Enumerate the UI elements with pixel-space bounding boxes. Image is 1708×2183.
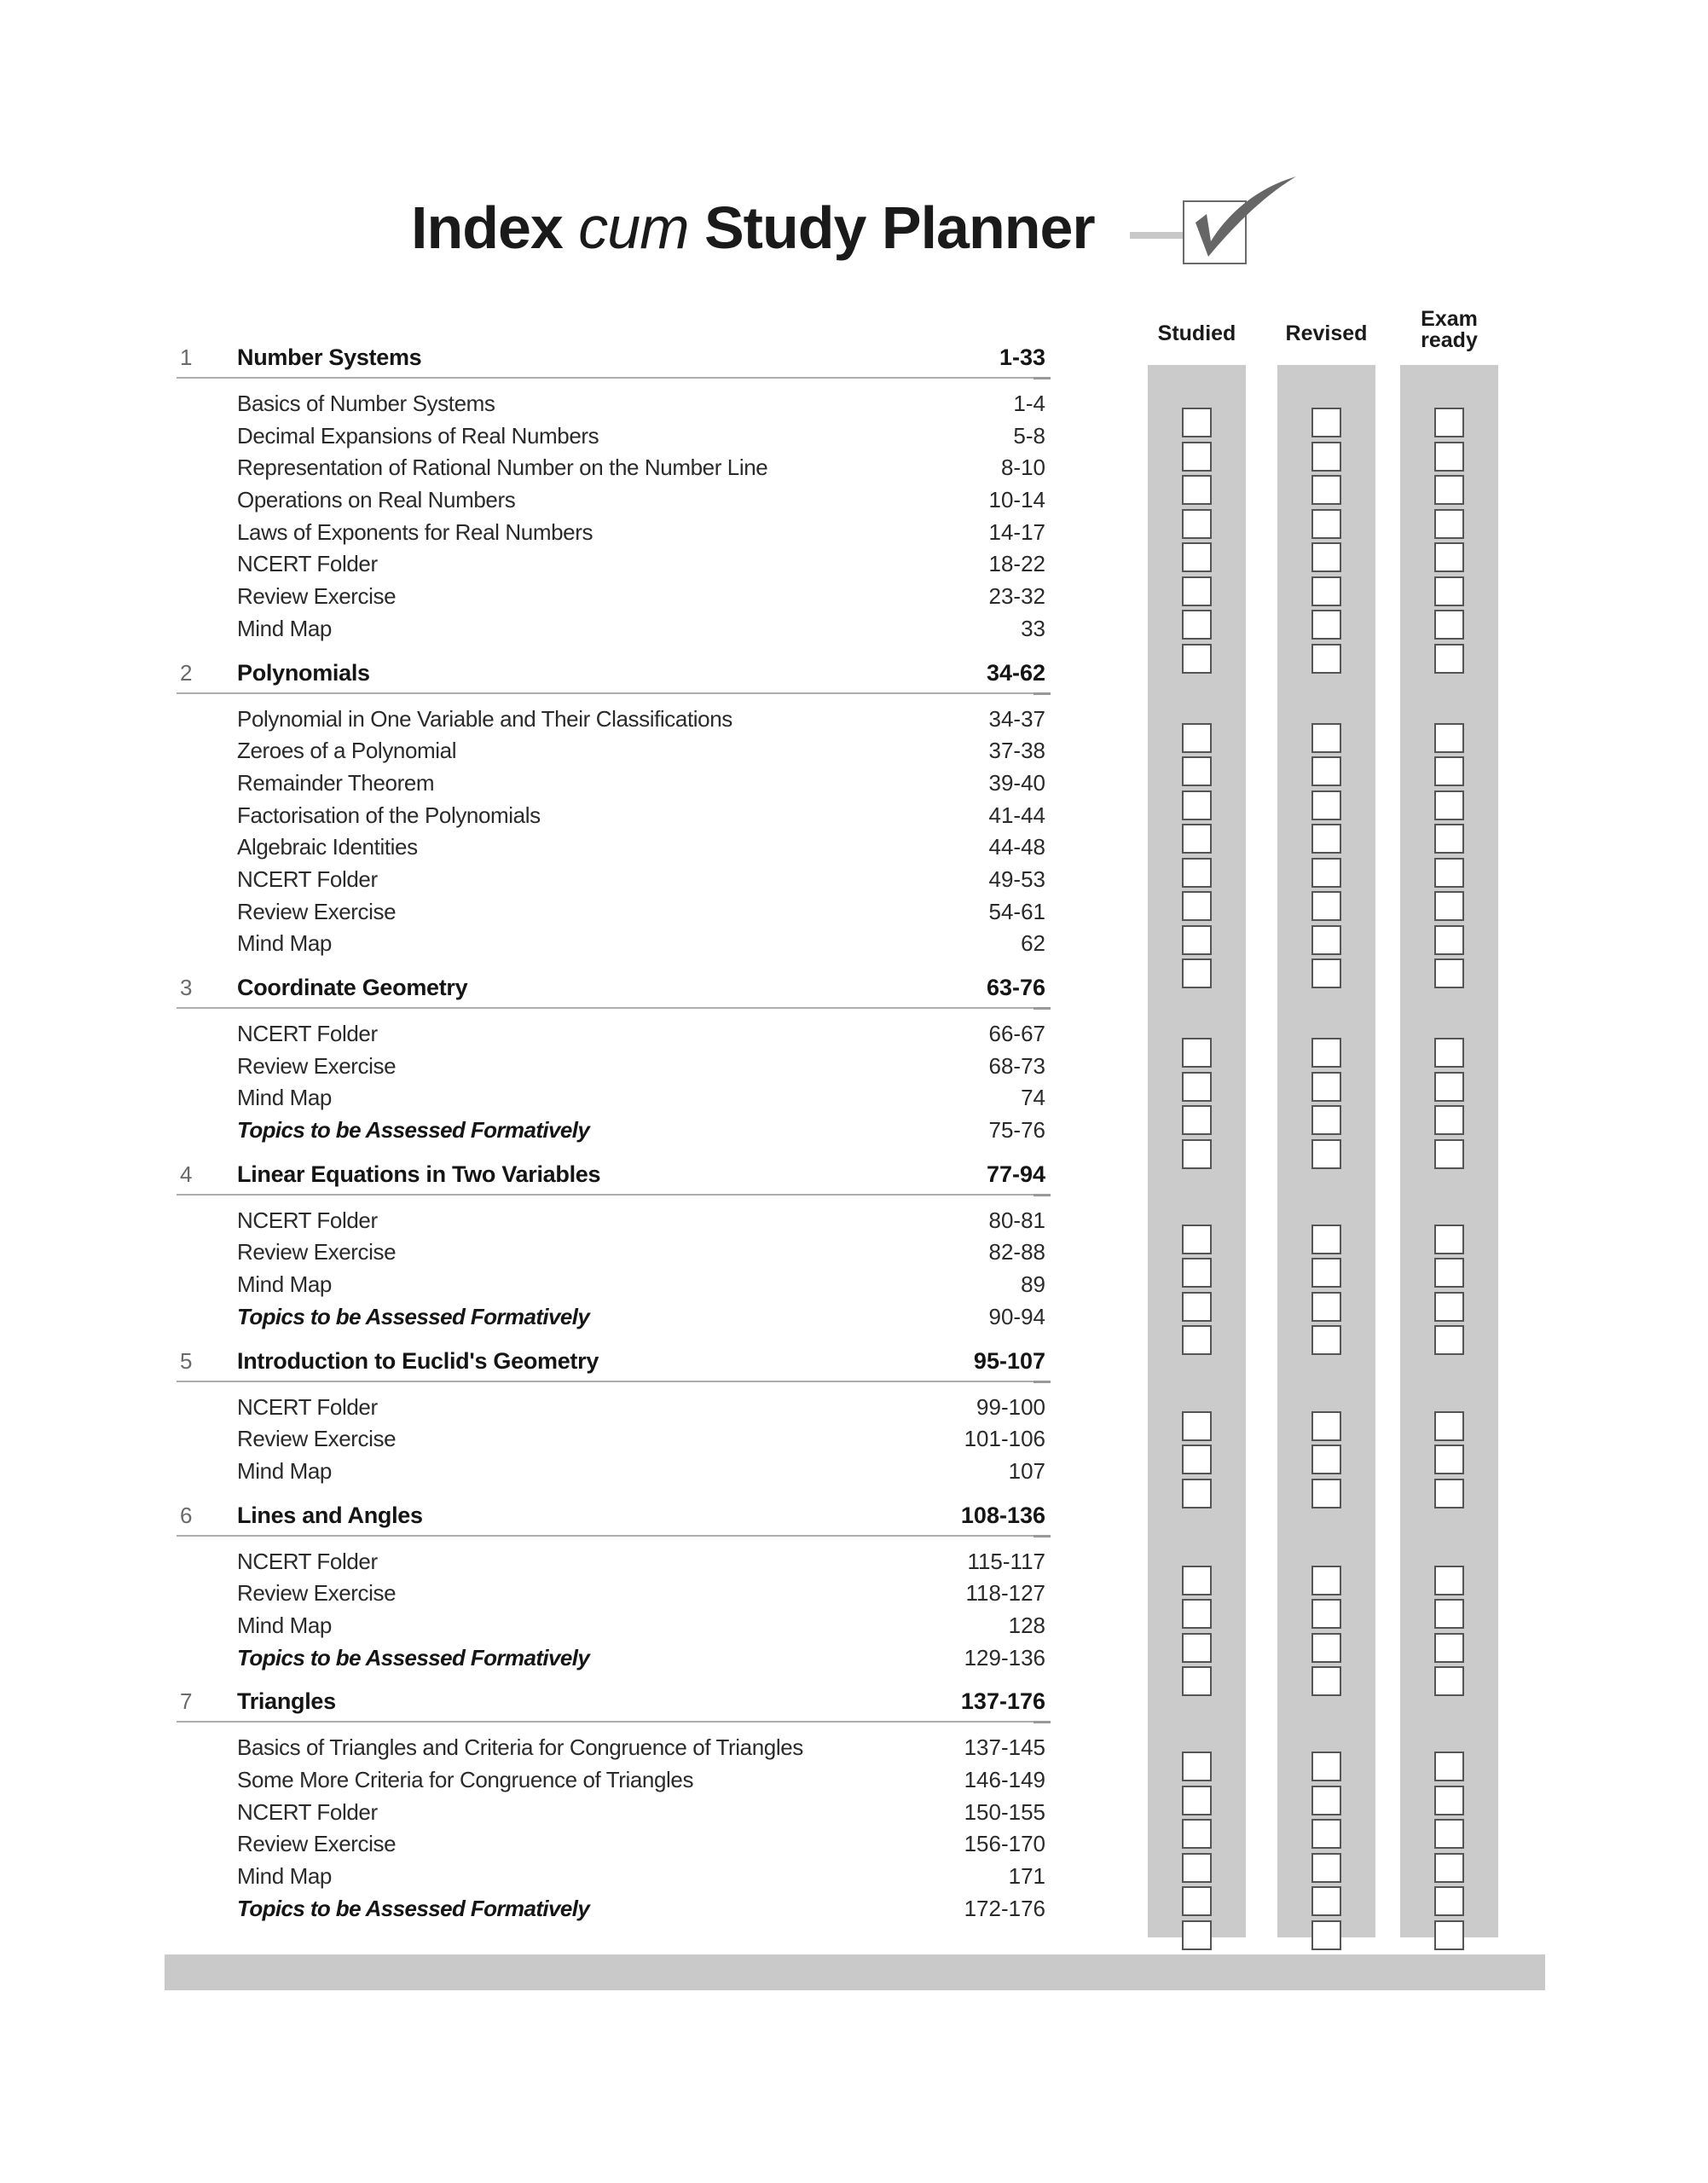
topic-title: Topics to be Assessed Formatively	[237, 1117, 590, 1144]
topic-row	[177, 1456, 1051, 1488]
chapter-page-range: 63-76	[986, 975, 1045, 1000]
chapter-divider	[177, 1721, 1051, 1723]
revised-checkbox[interactable]	[1311, 610, 1341, 640]
chapter-divider	[177, 1381, 1051, 1382]
topic-row	[177, 1205, 1051, 1237]
topic-title: Basics of Number Systems	[237, 391, 495, 416]
topic-page-range: 54-61	[988, 898, 1045, 924]
topic-title: Polynomial in One Variable and Their Classifications	[237, 705, 732, 732]
revised-checkbox[interactable]	[1311, 1752, 1341, 1781]
topic-page-range: 62	[1021, 930, 1045, 957]
exam-checkbox[interactable]	[1434, 408, 1464, 437]
topic-title: Laws of Exponents for Real Numbers	[237, 518, 593, 545]
exam-checkbox[interactable]	[1434, 824, 1464, 854]
topic-page-range: 101-106	[964, 1426, 1045, 1452]
revised-checkbox[interactable]	[1311, 1633, 1341, 1663]
studied-checkbox[interactable]	[1182, 610, 1212, 640]
exam-checkbox[interactable]	[1434, 1566, 1464, 1595]
chapter-number: 1	[180, 345, 193, 370]
chapter-number: 5	[180, 1347, 193, 1374]
topic-page-range: 150-155	[964, 1798, 1045, 1825]
studied-checkbox[interactable]	[1182, 1819, 1212, 1849]
topic-list	[177, 704, 1051, 961]
topic-page-range: 1-4	[1013, 391, 1045, 416]
topic-row	[177, 613, 1051, 646]
revised-checkbox[interactable]	[1311, 1072, 1341, 1102]
topic-page-range: 33	[1021, 615, 1045, 641]
exam-checkbox[interactable]	[1434, 542, 1464, 572]
topic-page-range: 115-117	[967, 1548, 1045, 1574]
studied-checkbox-group	[1182, 1752, 1212, 1954]
revised-checkbox-group	[1311, 1225, 1341, 1359]
topic-row	[177, 1051, 1051, 1083]
exam-checkbox-group	[1434, 723, 1464, 993]
chapter-section	[177, 975, 1708, 1147]
topic-title: Review Exercise	[237, 898, 397, 924]
chapter-divider	[177, 1194, 1051, 1196]
revised-checkbox[interactable]	[1311, 790, 1341, 820]
chapter-title: Polynomials	[237, 659, 370, 686]
checkmark-icon	[1190, 175, 1300, 260]
revised-checkbox[interactable]	[1311, 1292, 1341, 1322]
exam-checkbox[interactable]	[1434, 509, 1464, 539]
studied-checkbox[interactable]	[1182, 925, 1212, 955]
studied-checkbox[interactable]	[1182, 891, 1212, 921]
topic-row	[177, 484, 1051, 517]
studied-checkbox[interactable]	[1182, 1599, 1212, 1629]
topic-row	[177, 1018, 1051, 1051]
topic-row	[177, 800, 1051, 832]
chapter-page-range: 137-176	[960, 1688, 1045, 1715]
chapter-section	[177, 660, 1708, 961]
topic-title: Topics to be Assessed Formatively	[237, 1644, 590, 1671]
topic-page-range: 8-10	[1000, 455, 1045, 481]
topic-page-range: 44-48	[988, 834, 1045, 860]
topic-row	[177, 1861, 1051, 1893]
topic-title: Review Exercise	[237, 1831, 397, 1857]
exam-checkbox[interactable]	[1434, 1886, 1464, 1916]
topic-title: Remainder Theorem	[237, 769, 435, 796]
chapter-heading	[177, 1688, 1051, 1714]
studied-checkbox[interactable]	[1182, 723, 1212, 753]
exam-checkbox-group	[1434, 1752, 1464, 1954]
column-header-revised: Revised	[1285, 321, 1368, 345]
topic-row	[177, 1423, 1051, 1456]
chapter-title: Lines and Angles	[237, 1502, 423, 1528]
topic-title: NCERT Folder	[237, 1798, 378, 1825]
revised-checkbox[interactable]	[1311, 1225, 1341, 1254]
topic-list	[177, 1018, 1051, 1147]
topic-page-range: 90-94	[988, 1303, 1045, 1329]
topic-title: Mind Map	[237, 1612, 332, 1638]
topic-page-range: 66-67	[988, 1021, 1045, 1046]
topic-page-range: 49-53	[988, 866, 1045, 892]
topic-list	[177, 1205, 1051, 1334]
topic-row	[177, 548, 1051, 581]
topic-title: Mind Map	[237, 1271, 332, 1298]
chapter-divider	[177, 377, 1051, 379]
exam-checkbox[interactable]	[1434, 610, 1464, 640]
topic-row	[177, 1236, 1051, 1269]
chapter-number: 3	[180, 975, 193, 1000]
topic-title: NCERT Folder	[237, 1021, 378, 1046]
exam-checkbox[interactable]	[1434, 858, 1464, 888]
exam-checkbox[interactable]	[1434, 1633, 1464, 1663]
revised-checkbox[interactable]	[1311, 542, 1341, 572]
topic-row	[177, 1082, 1051, 1115]
exam-checkbox[interactable]	[1434, 576, 1464, 606]
topic-page-range: 80-81	[988, 1207, 1045, 1233]
topic-page-range: 37-38	[988, 738, 1045, 764]
topic-row	[177, 1764, 1051, 1797]
chapter-page-range: 108-136	[960, 1502, 1045, 1528]
exam-checkbox[interactable]	[1434, 1072, 1464, 1102]
revised-checkbox[interactable]	[1311, 756, 1341, 786]
topic-title: Topics to be Assessed Formatively	[237, 1303, 590, 1329]
exam-checkbox-group	[1434, 1566, 1464, 1700]
topic-title: NCERT Folder	[237, 551, 378, 577]
exam-checkbox[interactable]	[1434, 756, 1464, 786]
revised-checkbox[interactable]	[1311, 576, 1341, 606]
revised-checkbox[interactable]	[1311, 509, 1341, 539]
topic-row	[177, 452, 1051, 484]
topic-title: Zeroes of a Polynomial	[237, 738, 457, 764]
topic-title: Mind Map	[237, 1863, 332, 1890]
topic-row	[177, 864, 1051, 896]
exam-checkbox[interactable]	[1434, 1819, 1464, 1849]
studied-checkbox-group	[1182, 1566, 1212, 1700]
bottom-footer-bar	[165, 1954, 1545, 1990]
chapter-section	[177, 345, 1708, 646]
revised-checkbox[interactable]	[1311, 1411, 1341, 1441]
revised-checkbox-group	[1311, 1038, 1341, 1173]
topic-page-range: 156-170	[964, 1831, 1045, 1857]
revised-checkbox[interactable]	[1311, 1819, 1341, 1849]
revised-checkbox-group	[1311, 408, 1341, 677]
exam-checkbox[interactable]	[1434, 1411, 1464, 1441]
topic-title: Operations on Real Numbers	[237, 487, 516, 513]
revised-checkbox[interactable]	[1311, 1599, 1341, 1629]
chapter-heading	[177, 975, 1051, 1000]
topic-page-range: 82-88	[988, 1239, 1045, 1265]
chapter-page-range: 1-33	[999, 345, 1045, 370]
topic-row	[177, 1732, 1051, 1764]
revised-checkbox[interactable]	[1311, 475, 1341, 505]
topic-page-range: 5-8	[1013, 422, 1045, 449]
topic-row	[177, 1828, 1051, 1861]
topic-row	[177, 1546, 1051, 1578]
revised-checkbox-group	[1311, 723, 1341, 993]
exam-checkbox[interactable]	[1434, 475, 1464, 505]
topic-page-range: 118-127	[965, 1580, 1045, 1607]
revised-checkbox[interactable]	[1311, 1786, 1341, 1815]
title-study-planner: Study Planner	[688, 194, 1095, 261]
studied-checkbox[interactable]	[1182, 1566, 1212, 1595]
topic-title: NCERT Folder	[237, 1207, 378, 1233]
studied-checkbox[interactable]	[1182, 1633, 1212, 1663]
studied-checkbox[interactable]	[1182, 1072, 1212, 1102]
chapter-divider	[177, 1535, 1051, 1537]
revised-checkbox[interactable]	[1311, 1445, 1341, 1474]
chapter-title: Coordinate Geometry	[237, 975, 468, 1000]
topic-page-range: 34-37	[988, 705, 1045, 732]
title-index: Index	[411, 194, 579, 261]
topic-title: Review Exercise	[237, 583, 397, 610]
studied-checkbox[interactable]	[1182, 1038, 1212, 1068]
topic-row	[177, 896, 1051, 929]
studied-checkbox[interactable]	[1182, 475, 1212, 505]
studied-checkbox[interactable]	[1182, 756, 1212, 786]
chapter-number: 2	[180, 659, 193, 686]
column-header-studied: Studied	[1157, 321, 1236, 345]
topic-title: Basics of Triangles and Criteria for Congruence of Triangles	[237, 1734, 803, 1761]
topic-row	[177, 1115, 1051, 1147]
exam-checkbox[interactable]	[1434, 790, 1464, 820]
studied-checkbox[interactable]	[1182, 1886, 1212, 1916]
chapter-number: 6	[180, 1502, 193, 1528]
chapter-heading	[177, 345, 1051, 370]
topic-row	[177, 1610, 1051, 1642]
studied-checkbox-group	[1182, 1038, 1212, 1173]
topic-title: NCERT Folder	[237, 1393, 378, 1420]
studied-checkbox[interactable]	[1182, 1786, 1212, 1815]
revised-checkbox[interactable]	[1311, 891, 1341, 921]
topic-list	[177, 1732, 1051, 1925]
topic-page-range: 171	[1008, 1863, 1045, 1890]
topic-row	[177, 928, 1051, 960]
studied-checkbox-group	[1182, 408, 1212, 677]
topic-row	[177, 581, 1051, 613]
topic-list	[177, 388, 1051, 646]
exam-checkbox[interactable]	[1434, 1445, 1464, 1474]
chapter-title: Number Systems	[237, 345, 422, 370]
studied-checkbox[interactable]	[1182, 1853, 1212, 1883]
topic-page-range: 68-73	[988, 1052, 1045, 1079]
index-list	[177, 345, 1708, 1939]
exam-checkbox-group	[1434, 408, 1464, 677]
topic-page-range: 172-176	[964, 1895, 1045, 1921]
chapter-number: 4	[180, 1161, 193, 1187]
topic-page-range: 23-32	[988, 583, 1045, 610]
topic-title: Decimal Expansions of Real Numbers	[237, 422, 599, 449]
exam-checkbox[interactable]	[1434, 1853, 1464, 1883]
column-header-exam-line2: ready	[1421, 328, 1478, 352]
topic-page-range: 41-44	[988, 802, 1045, 828]
chapter-heading	[177, 1161, 1051, 1187]
exam-checkbox[interactable]	[1434, 1105, 1464, 1135]
revised-checkbox[interactable]	[1311, 442, 1341, 472]
topic-page-range: 129-136	[964, 1644, 1045, 1671]
topic-row	[177, 1269, 1051, 1301]
chapter-divider	[177, 1007, 1051, 1009]
exam-checkbox[interactable]	[1434, 1292, 1464, 1322]
exam-checkbox-group	[1434, 1225, 1464, 1359]
studied-checkbox[interactable]	[1182, 1752, 1212, 1781]
revised-checkbox[interactable]	[1311, 1853, 1341, 1883]
revised-checkbox-group	[1311, 1752, 1341, 1954]
topic-row	[177, 1797, 1051, 1829]
studied-checkbox[interactable]	[1182, 1225, 1212, 1254]
exam-checkbox[interactable]	[1434, 1258, 1464, 1288]
topic-title: NCERT Folder	[237, 1548, 378, 1574]
topic-title: Mind Map	[237, 615, 332, 641]
topic-title: Mind Map	[237, 930, 332, 957]
studied-checkbox[interactable]	[1182, 576, 1212, 606]
revised-checkbox[interactable]	[1311, 1886, 1341, 1916]
exam-checkbox[interactable]	[1434, 442, 1464, 472]
topic-page-range: 39-40	[988, 769, 1045, 796]
revised-checkbox[interactable]	[1311, 1920, 1341, 1950]
topic-page-range: 89	[1021, 1271, 1045, 1298]
studied-checkbox[interactable]	[1182, 1258, 1212, 1288]
revised-checkbox[interactable]	[1311, 1566, 1341, 1595]
studied-checkbox[interactable]	[1182, 858, 1212, 888]
topic-row	[177, 767, 1051, 800]
chapter-number: 7	[180, 1688, 193, 1715]
studied-checkbox[interactable]	[1182, 1445, 1212, 1474]
topic-row	[177, 1642, 1051, 1675]
topic-title: Review Exercise	[237, 1426, 397, 1452]
exam-checkbox[interactable]	[1434, 1038, 1464, 1068]
exam-checkbox[interactable]	[1434, 1920, 1464, 1950]
revised-checkbox[interactable]	[1311, 858, 1341, 888]
exam-checkbox-group	[1434, 1411, 1464, 1513]
title-cum: cum	[578, 194, 689, 261]
topic-page-range: 10-14	[988, 487, 1045, 513]
topic-page-range: 18-22	[988, 551, 1045, 577]
topic-page-range: 107	[1008, 1457, 1045, 1484]
exam-checkbox[interactable]	[1434, 1225, 1464, 1254]
chapter-heading	[177, 1503, 1051, 1528]
revised-checkbox[interactable]	[1311, 723, 1341, 753]
topic-list	[177, 1546, 1051, 1675]
studied-checkbox[interactable]	[1182, 509, 1212, 539]
topic-title: Mind Map	[237, 1457, 332, 1484]
revised-checkbox[interactable]	[1311, 1038, 1341, 1068]
studied-checkbox[interactable]	[1182, 542, 1212, 572]
topic-title: Factorisation of the Polynomials	[237, 802, 541, 828]
topic-title: NCERT Folder	[237, 866, 378, 892]
topic-page-range: 128	[1008, 1612, 1045, 1638]
topic-row	[177, 831, 1051, 864]
topic-row	[177, 735, 1051, 767]
revised-checkbox[interactable]	[1311, 408, 1341, 437]
chapter-section	[177, 1503, 1708, 1675]
chapter-title: Linear Equations in Two Variables	[237, 1161, 601, 1187]
topic-row	[177, 1392, 1051, 1424]
chapter-page-range: 95-107	[973, 1347, 1045, 1374]
studied-checkbox[interactable]	[1182, 408, 1212, 437]
studied-checkbox[interactable]	[1182, 790, 1212, 820]
exam-checkbox[interactable]	[1434, 1599, 1464, 1629]
column-header-exam-line1: Exam	[1421, 307, 1478, 331]
topic-title: Review Exercise	[237, 1052, 397, 1079]
topic-page-range: 75-76	[988, 1117, 1045, 1144]
revised-checkbox[interactable]	[1311, 824, 1341, 854]
exam-checkbox[interactable]	[1434, 1786, 1464, 1815]
studied-checkbox-group	[1182, 723, 1212, 993]
revised-checkbox-group	[1311, 1566, 1341, 1700]
chapter-heading	[177, 660, 1051, 686]
studied-checkbox[interactable]	[1182, 442, 1212, 472]
chapter-section	[177, 1688, 1708, 1925]
chapter-page-range: 77-94	[986, 1161, 1045, 1187]
revised-checkbox[interactable]	[1311, 1258, 1341, 1288]
topic-row	[177, 1301, 1051, 1334]
topic-title: Representation of Rational Number on the Number Line	[237, 455, 768, 481]
topic-row	[177, 388, 1051, 420]
topic-row	[177, 517, 1051, 549]
exam-checkbox[interactable]	[1434, 1752, 1464, 1781]
exam-checkbox[interactable]	[1434, 723, 1464, 753]
revised-checkbox[interactable]	[1311, 925, 1341, 955]
chapter-title: Introduction to Euclid's Geometry	[237, 1347, 599, 1374]
exam-checkbox[interactable]	[1434, 891, 1464, 921]
studied-checkbox[interactable]	[1182, 1105, 1212, 1135]
topic-title: Review Exercise	[237, 1580, 397, 1607]
topic-page-range: 146-149	[964, 1767, 1045, 1792]
exam-checkbox-group	[1434, 1038, 1464, 1173]
topic-page-range: 14-17	[988, 518, 1045, 545]
topic-title: Mind Map	[237, 1085, 332, 1111]
topic-page-range: 137-145	[964, 1734, 1045, 1761]
topic-page-range: 74	[1021, 1085, 1045, 1111]
topic-row	[177, 420, 1051, 453]
studied-checkbox[interactable]	[1182, 824, 1212, 854]
topic-row	[177, 704, 1051, 736]
page-title	[411, 189, 1095, 266]
studied-checkbox[interactable]	[1182, 1411, 1212, 1441]
topic-title: Some More Criteria for Congruence of Triangles	[237, 1767, 694, 1792]
title-connector-bar	[1130, 232, 1183, 239]
chapter-heading	[177, 1348, 1051, 1374]
chapter-page-range: 34-62	[986, 659, 1045, 686]
exam-checkbox[interactable]	[1434, 925, 1464, 955]
chapter-section	[177, 1161, 1708, 1334]
studied-checkbox-group	[1182, 1411, 1212, 1513]
chapter-title: Triangles	[237, 1688, 336, 1715]
studied-checkbox[interactable]	[1182, 1920, 1212, 1950]
topic-title: Topics to be Assessed Formatively	[237, 1895, 590, 1921]
studied-checkbox-group	[1182, 1225, 1212, 1359]
topic-title: Review Exercise	[237, 1239, 397, 1265]
chapter-divider	[177, 692, 1051, 694]
studied-checkbox[interactable]	[1182, 1292, 1212, 1322]
revised-checkbox[interactable]	[1311, 1105, 1341, 1135]
topic-list	[177, 1392, 1051, 1488]
topic-row	[177, 1893, 1051, 1925]
topic-title: Algebraic Identities	[237, 834, 418, 860]
chapter-section	[177, 1348, 1708, 1488]
topic-page-range: 99-100	[976, 1393, 1045, 1420]
revised-checkbox-group	[1311, 1411, 1341, 1513]
topic-row	[177, 1578, 1051, 1610]
